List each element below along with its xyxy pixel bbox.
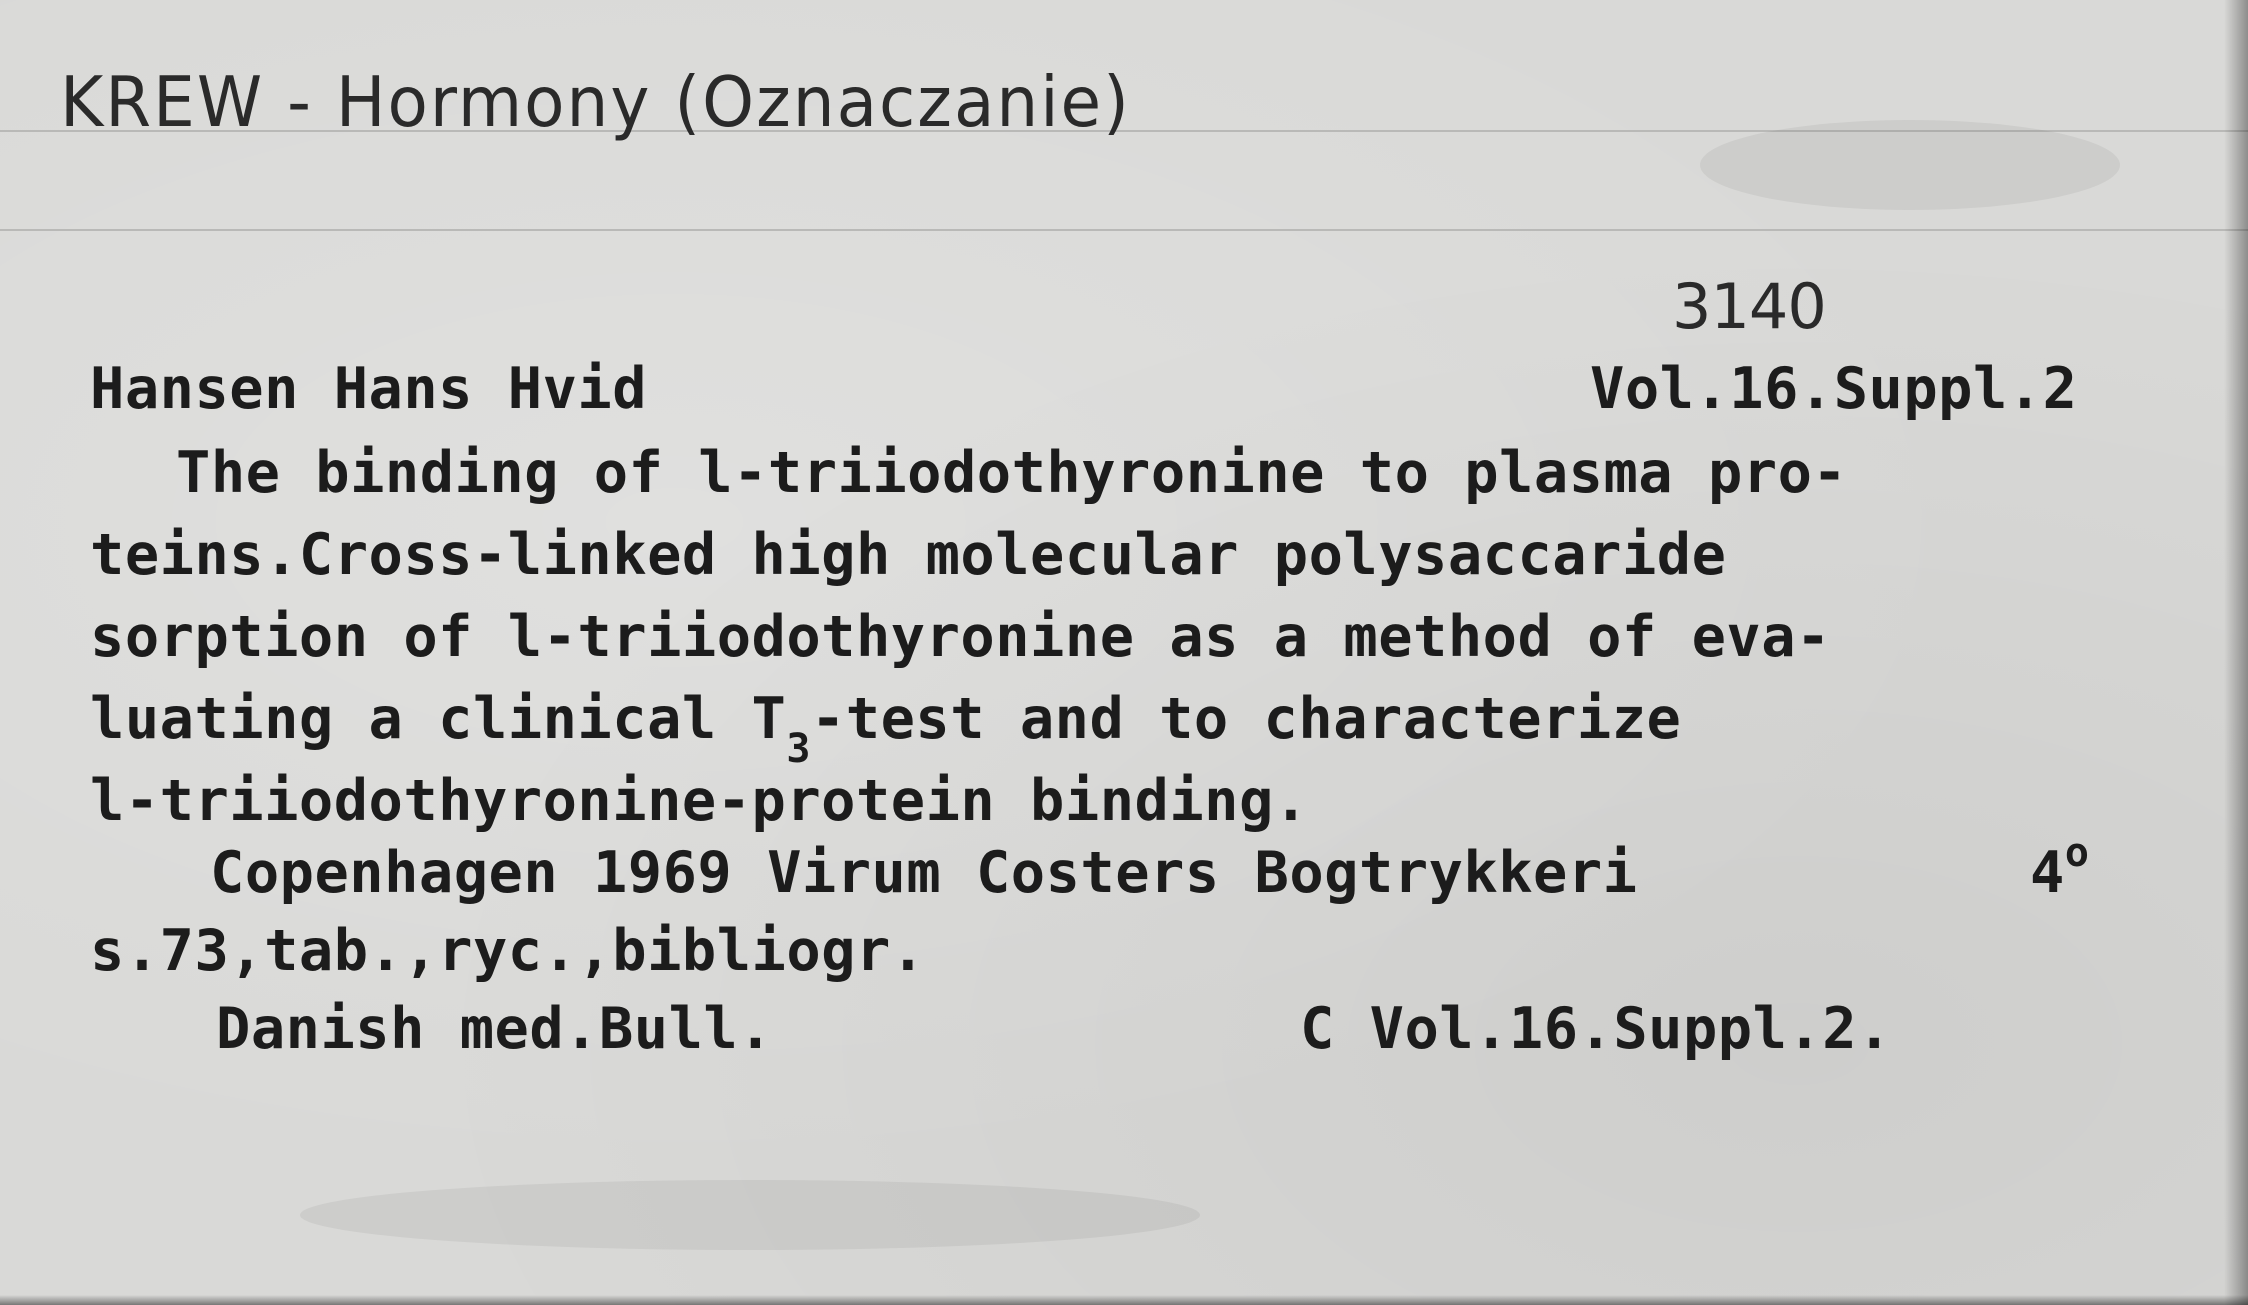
- title-line: teins.Cross-linked high molecular polysaccaride: [90, 522, 1727, 588]
- title-line: [90, 686, 1682, 772]
- title-line-end: -test and to characterize: [810, 686, 1682, 752]
- card-ruled-line-heading: [0, 229, 2248, 231]
- title-line-start: luating a clinical T: [90, 686, 787, 752]
- call-number: 3140: [1672, 270, 1826, 343]
- title-line: sorption of l-triiodothyronine as a method of eva-: [90, 604, 1831, 670]
- paper-smudge: [300, 1180, 1200, 1250]
- imprint: Copenhagen 1969 Virum Costers Bogtrykkeri: [210, 840, 1638, 906]
- card-edge-shadow: [2224, 0, 2248, 1305]
- subject-heading: KREW - Hormony (Oznaczanie): [60, 62, 1131, 143]
- author-name: Hansen Hans Hvid: [90, 356, 648, 422]
- title-line: l-triiodothyronine-protein binding.: [90, 768, 1309, 834]
- format-number: 4: [2030, 840, 2065, 906]
- series-volume: C Vol.16.Suppl.2.: [1300, 996, 1892, 1062]
- collation: s.73,tab.,ryc.,bibliogr.: [90, 918, 926, 984]
- subscript-number: 3: [786, 726, 811, 772]
- volume-reference: Vol.16.Suppl.2: [1590, 356, 2078, 422]
- format-mark: [2030, 830, 2090, 906]
- series-title: Danish med.Bull.: [216, 996, 774, 1062]
- card-bottom-shadow: [0, 1295, 2248, 1305]
- title-line: The binding of l-triiodothyronine to plasma pro-: [176, 440, 1848, 506]
- format-symbol: o: [2064, 830, 2090, 876]
- paper-smudge: [1700, 120, 2120, 210]
